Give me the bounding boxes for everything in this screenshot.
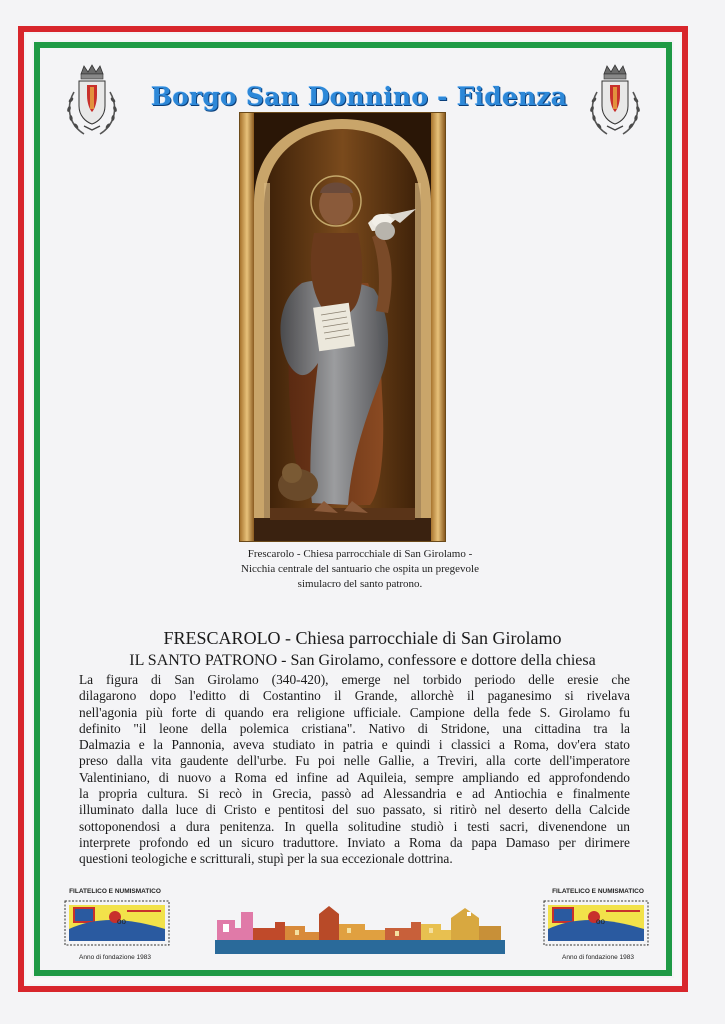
article-body [79,672,630,868]
body-line: preso dalla vita gaudente dell'urbe. Fu poi nelle Gallie, a Treviri, alla corte dell'imperatore [79,753,630,769]
club-logo-top-label: FILATELICO E NUMISMATICO [552,888,644,895]
coat-of-arms-left-icon [62,62,122,140]
body-line: La figura di San Girolamo (340-420), emerge nel torbido periodo delle eresie che [79,672,630,687]
photo-caption [200,547,520,592]
club-logo-bottom-label: Anno di fondazione 1983 [79,954,151,961]
body-line: nell'agonia più forte di quando era religione ufficiale. Campione della fede S. Girolamo fu [79,704,630,720]
statue-niche-image [240,113,445,541]
club-logo-bottom-label: Anno di fondazione 1983 [562,954,634,961]
club-logo-top-label: FILATELICO E NUMISMATICO [69,888,161,895]
body-line: Valentiniano, di nuovo a Roma ed infine ad Aquileia, sempre ampliando ed approfondendo [79,769,630,785]
body-line: definito "il leone della polemica cristiana". Nativo di Stridone, una cittadina tra la [79,720,630,736]
body-line: Dalmazia e la Pannonia, aveva studiato in patria e quindi i classici a Roma, dov'era stato [79,737,630,753]
body-line: la propria cultura. Si recò in Grecia, passò ad Alessandria e ad Antiochia e finalmente [79,786,630,802]
body-line: interprete profondo ed un sicuro traduttore. Inviato a Roma da papa Damaso per dirimere [79,834,630,850]
club-logo-left [55,888,175,964]
stamp-icon [538,895,658,949]
statue-photo [239,112,446,542]
stamp-icon [55,895,175,949]
body-line: questioni teologiche e scritturali, stupì per la sua eccezionale dottrina. [79,851,453,867]
caption-line: simulacro del santo patrono. [297,578,423,590]
town-skyline-icon [215,898,505,954]
club-logo-right [538,888,658,964]
caption-line: Nicchia centrale del santuario che ospita un pregevole [241,563,479,575]
body-line: sottoponendosi a dura penitenza. In quella solitudine studiò i testi sacri, divenendone un [79,818,630,834]
article-subheading: IL SANTO PATRONO - San Girolamo, confessore e dottore della chiesa [129,652,596,669]
body-line: illuminato dalla luce di Cristo e pentitosi del suo passato, si ritirò nel deserto della Calcide [79,802,630,818]
svg-text:oo: oo [117,917,126,926]
svg-text:oo: oo [596,917,605,926]
caption-line: Frescarolo - Chiesa parrocchiale di San Girolamo - [247,548,473,560]
page-title: Borgo San Donnino - Fidenza [150,82,568,111]
article-heading: FRESCAROLO - Chiesa parrocchiale di San Girolamo [163,628,562,648]
body-line: dilagarono dopo l'editto di Costantino il Grande, allorchè il paganesimo si rivelava [79,688,630,704]
